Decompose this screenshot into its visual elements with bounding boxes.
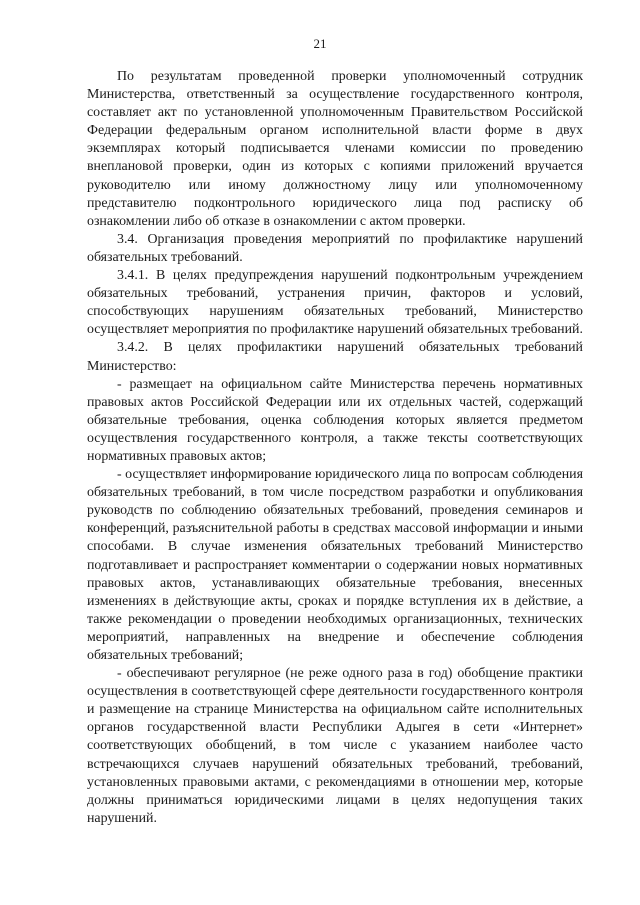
document-body xyxy=(87,68,583,828)
list-item-publishes-regulations: - размещает на официальном сайте Министерства перечень нормативных правовых актов Российской Федерации или их отдельных частей, содержащий обязательные требования, оценка соблюдения которых является предметом осуществления государственного контроля, а также тексты соответствующих нормативных правовых актов; xyxy=(87,376,583,464)
paragraph-section-3-4-1: 3.4.1. В целях предупреждения нарушений подконтрольным учреждением обязательных требований, устранения причин, факторов и условий, способствующих нарушениям обязательных требований, Министерство осуществляет мероприятия по профилактике нарушений обязательных требований. xyxy=(87,268,583,338)
page-number: 21 xyxy=(313,36,327,51)
paragraph-inspection-act: По результатам проведенной проверки уполномоченный сотрудник Министерства, ответственный за осуществление государственного контроля, составляет акт по установленной уполномоченным Правительством Российской Федерации федеральным органом исполнительной власти форме в двух экземплярах который подписывается членами комиссии по проведению внеплановой проверки, один из которых с копиями приложений вручается руководителю или иному должностному лицу или уполномоченному представителю подконтрольного юридического лица под расписку об ознакомлении либо об отказе в ознакомлении с актом проверки. xyxy=(87,69,583,229)
list-item-informs-legal-entity: - осуществляет информирование юридического лица по вопросам соблюдения обязательных требований, в том числе посредством разработки и опубликования руководств по соблюдению обязательных требований, проведения семинаров и конференций, разъяснительной работы в средствах массовой информации и иными способами. В случае изменения обязательных требований Министерство подготавливает и распространяет комментарии о содержании новых нормативных правовых актов, устанавливающих обязательные требования, внесенных изменениях в действующие акты, сроках и порядке вступления их в действие, а также рекомендации о проведении необходимых организационных, технических мероприятий, направленных на внедрение и обеспечение соблюдения обязательных требований; xyxy=(87,467,583,663)
paragraph-section-3-4-heading: 3.4. Организация проведения мероприятий по профилактике нарушений обязательных требований. xyxy=(87,231,583,265)
paragraph-section-3-4-2: 3.4.2. В целях профилактики нарушений обязательных требований Министерство: xyxy=(87,340,583,374)
list-item-generalizes-practice: - обеспечивают регулярное (не реже одного раза в год) обобщение практики осуществления в соответствующей сфере деятельности государственного контроля и размещение на странице Министерства на официальном сайте исполнительных органов государственной власти Республики Адыгея в сети «Интернет» соответствующих обобщений, в том числе с указанием наиболее часто встречающихся случаев нарушений обязательных требований, требований, установленных правовыми актами, с рекомендациями в отношении мер, которые должны приниматься юридическими лицами в целях недопущения таких нарушений. xyxy=(87,666,583,826)
